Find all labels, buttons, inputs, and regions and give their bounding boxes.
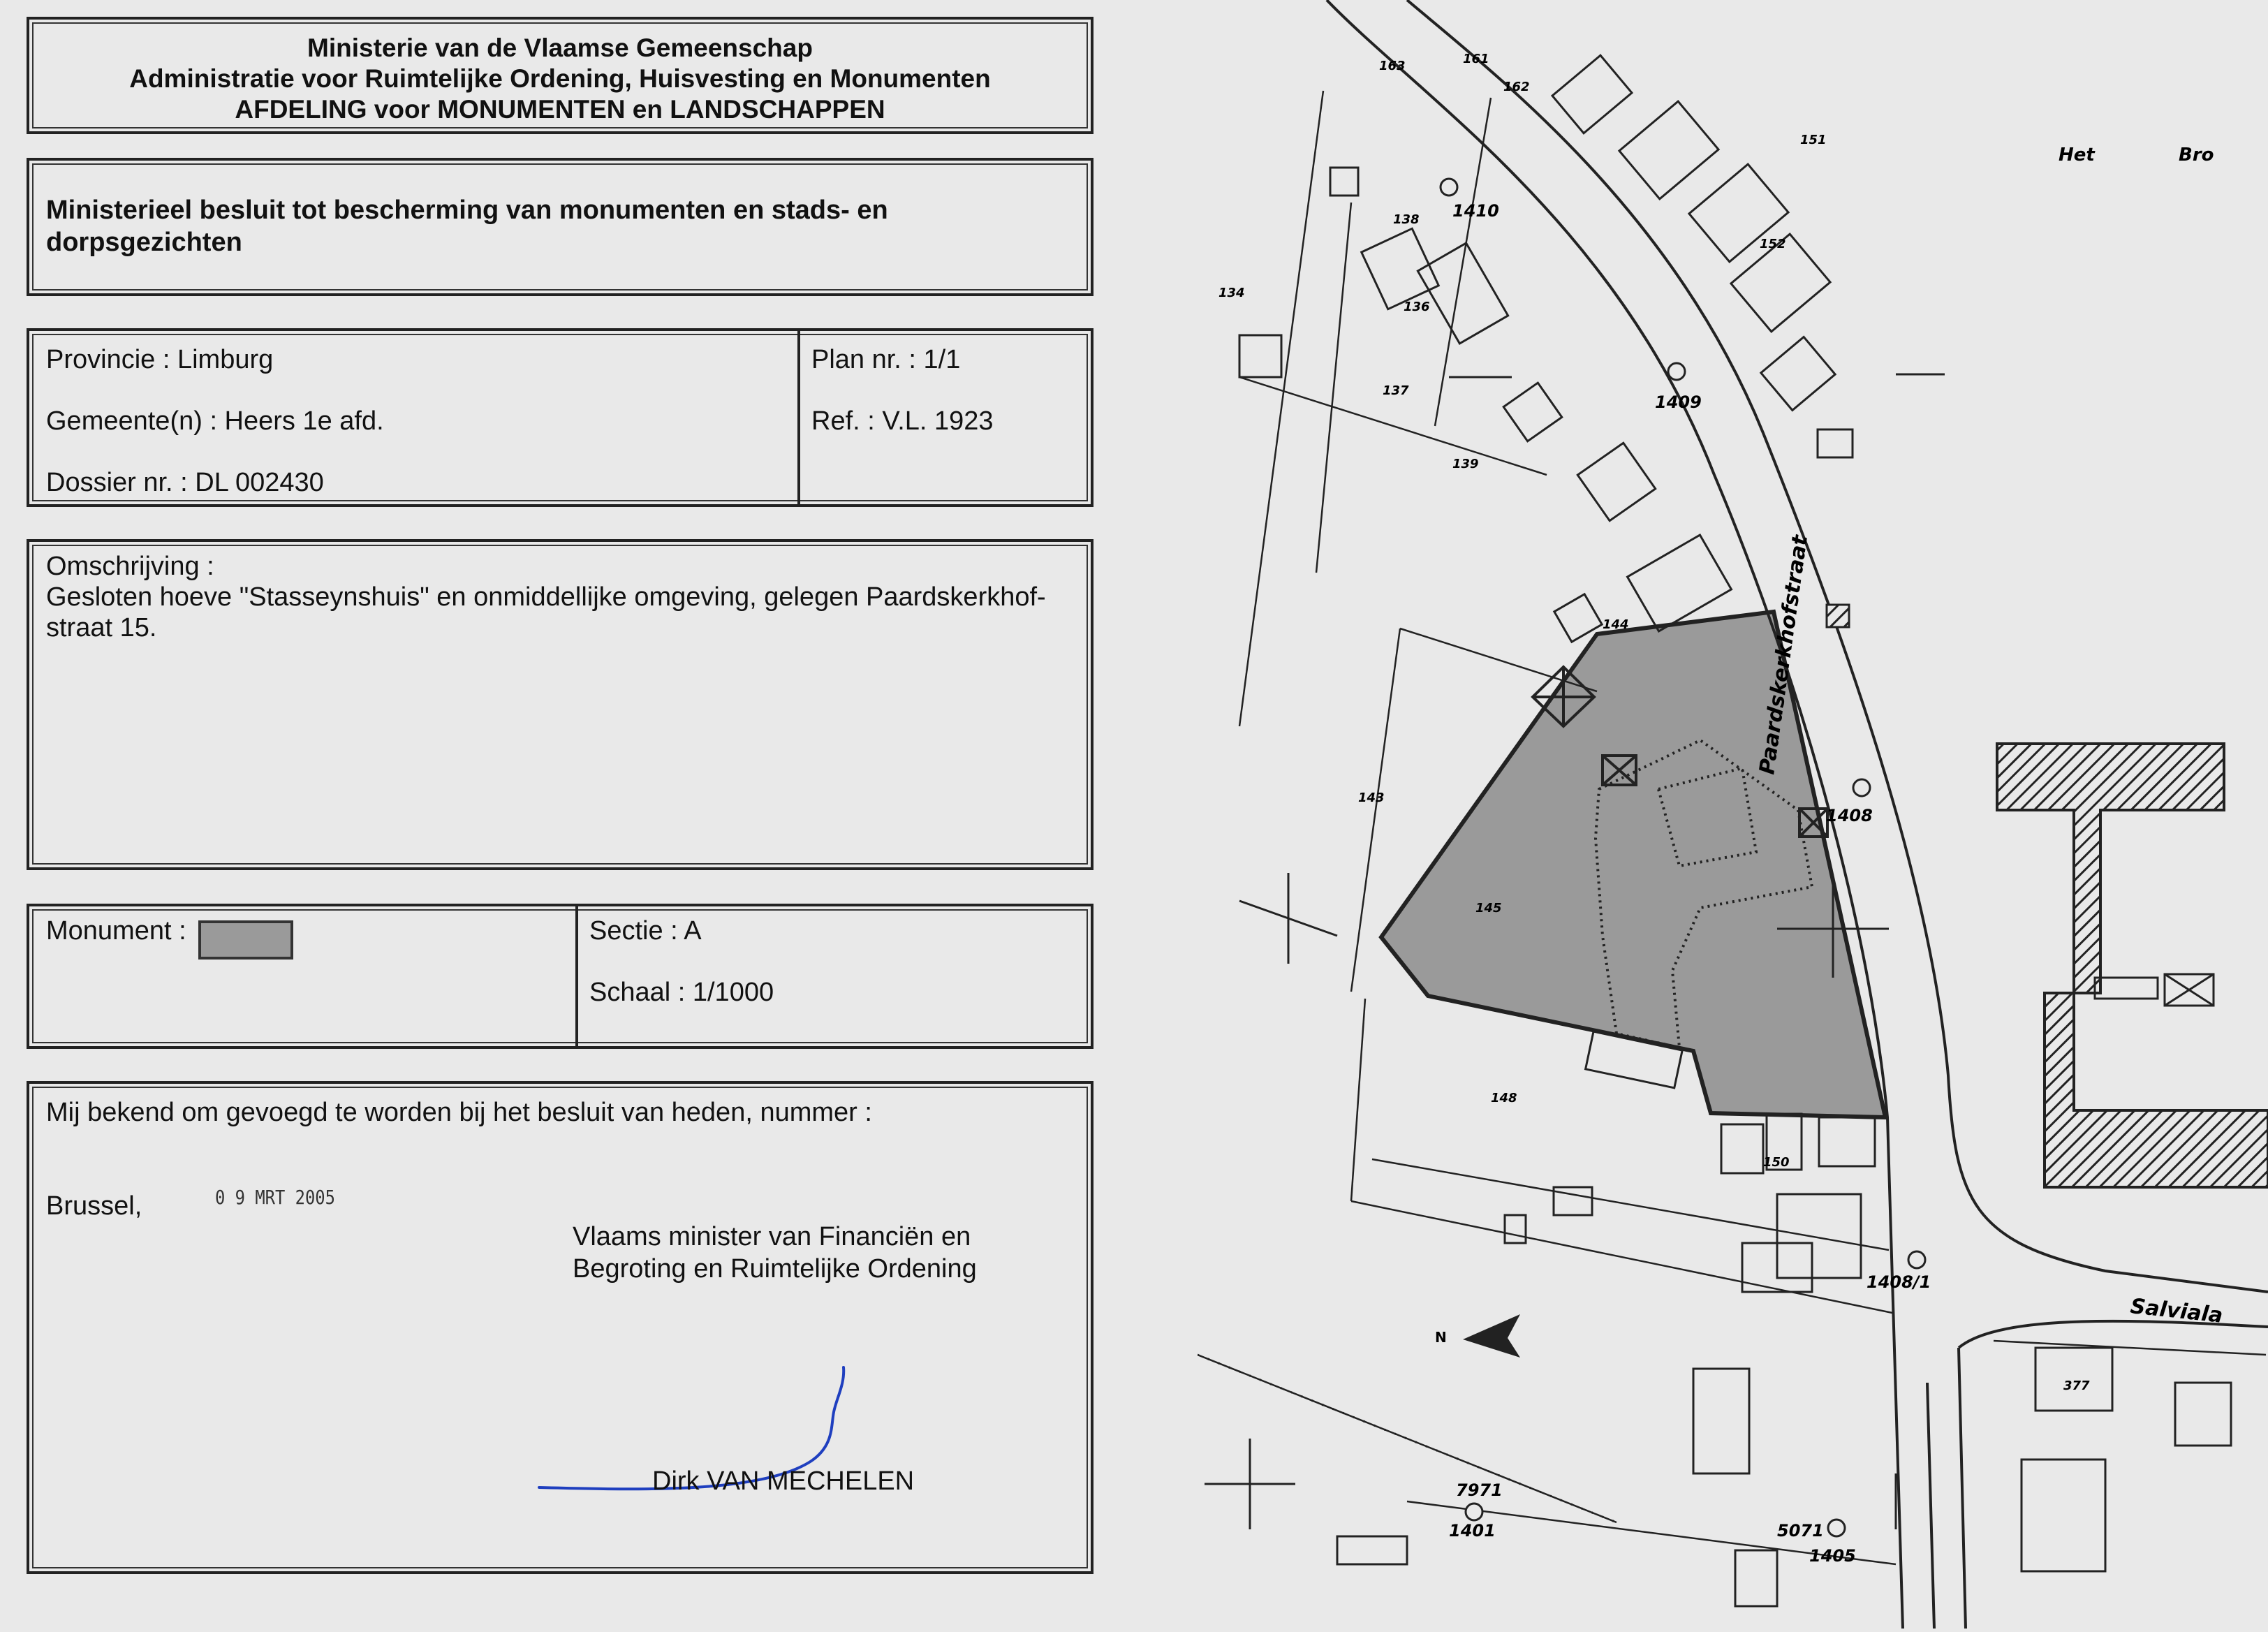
gemeente-field: Gemeente(n) : Heers 1e afd. xyxy=(46,406,384,436)
header-administration: Administratie voor Ruimtelijke Ordening, Huisvesting en Monumenten xyxy=(129,64,991,93)
plan-field: Plan nr. : 1/1 xyxy=(811,345,961,374)
info-divider xyxy=(797,331,800,504)
hatched-building xyxy=(1997,744,2268,1187)
point-7971: 7971 xyxy=(1456,1480,1503,1500)
parcel-152: 152 xyxy=(1760,237,1786,251)
legend-box xyxy=(27,904,1094,1049)
point-1408-1: 1408/1 xyxy=(1866,1272,1931,1292)
parcel-145: 145 xyxy=(1475,901,1502,916)
point-5071: 5071 xyxy=(1777,1521,1824,1541)
parcel-137: 137 xyxy=(1383,383,1409,398)
parcel-134: 134 xyxy=(1218,286,1245,300)
label-top-right-2: Bro xyxy=(2179,145,2214,166)
title-line-1: Ministerieel besluit tot bescherming van monumenten en stads- en xyxy=(46,196,888,225)
point-1408: 1408 xyxy=(1826,806,1873,825)
info-box xyxy=(27,328,1094,507)
ref-field: Ref. : V.L. 1923 xyxy=(811,406,994,436)
header-ministry: Ministerie van de Vlaamse Gemeenschap xyxy=(307,34,813,62)
parcel-146: 144 xyxy=(1603,617,1629,632)
street-label-side: Salviala xyxy=(2129,1294,2224,1328)
parcel-143: 143 xyxy=(1358,791,1385,805)
point-1410: 1410 xyxy=(1452,201,1499,221)
description-label: Omschrijving : xyxy=(46,552,214,581)
minister-name: Dirk VAN MECHELEN xyxy=(652,1466,915,1496)
north-arrow-icon xyxy=(1435,1314,1520,1358)
street-label-main: Paardskerkhofstraat xyxy=(1755,534,1813,777)
parcel-161: 161 xyxy=(1463,52,1489,66)
label-top-right-1: Het xyxy=(2059,145,2095,166)
signature-place: Brussel, xyxy=(46,1191,142,1221)
map-svg xyxy=(1198,0,2268,1629)
dossier-field: Dossier nr. : DL 002430 xyxy=(46,468,324,497)
north-label: N xyxy=(1435,1329,1447,1346)
description-line-2: straat 15. xyxy=(46,613,157,642)
parcel-377: 377 xyxy=(2063,1379,2090,1393)
monument-swatch xyxy=(198,920,293,960)
description-line-1: Gesloten hoeve "Stasseynshuis" en onmiddellijke omgeving, gelegen Paardskerkhof- xyxy=(46,582,1046,612)
parcel-151: 151 xyxy=(1800,133,1827,147)
parcel-163: 163 xyxy=(1379,59,1406,73)
provincie-field: Provincie : Limburg xyxy=(46,345,274,374)
parcel-148: 148 xyxy=(1491,1091,1517,1105)
header-box xyxy=(27,17,1094,134)
parcel-150: 150 xyxy=(1763,1155,1790,1170)
schaal-field: Schaal : 1/1000 xyxy=(589,978,774,1007)
parcel-139: 139 xyxy=(1452,457,1479,471)
protected-area xyxy=(1381,612,1885,1117)
date-stamp: 0 9 MRT 2005 xyxy=(215,1186,335,1209)
parcel-162: 162 xyxy=(1503,80,1530,94)
legend-divider xyxy=(575,906,578,1046)
header-department: AFDELING voor MONUMENTEN en LANDSCHAPPEN xyxy=(235,95,885,124)
point-1401: 1401 xyxy=(1449,1521,1496,1541)
monument-label: Monument : xyxy=(46,916,186,946)
signature-box xyxy=(27,1081,1094,1574)
parcel-136: 136 xyxy=(1404,300,1430,314)
minister-role-line-2: Begroting en Ruimtelijke Ordening xyxy=(573,1254,977,1284)
small-hatched-square xyxy=(1827,605,1849,627)
cadastral-map xyxy=(1198,0,2268,1629)
title-box xyxy=(27,158,1094,296)
sectie-field: Sectie : A xyxy=(589,916,702,946)
minister-role-line-1: Vlaams minister van Financiën en xyxy=(573,1222,971,1251)
description-box xyxy=(27,539,1094,870)
signature-intro: Mij bekend om gevoegd te worden bij het besluit van heden, nummer : xyxy=(46,1098,872,1127)
title-line-2: dorpsgezichten xyxy=(46,228,242,257)
point-1405: 1405 xyxy=(1809,1546,1856,1566)
point-1409: 1409 xyxy=(1655,392,1702,412)
parcel-138: 138 xyxy=(1393,212,1420,227)
